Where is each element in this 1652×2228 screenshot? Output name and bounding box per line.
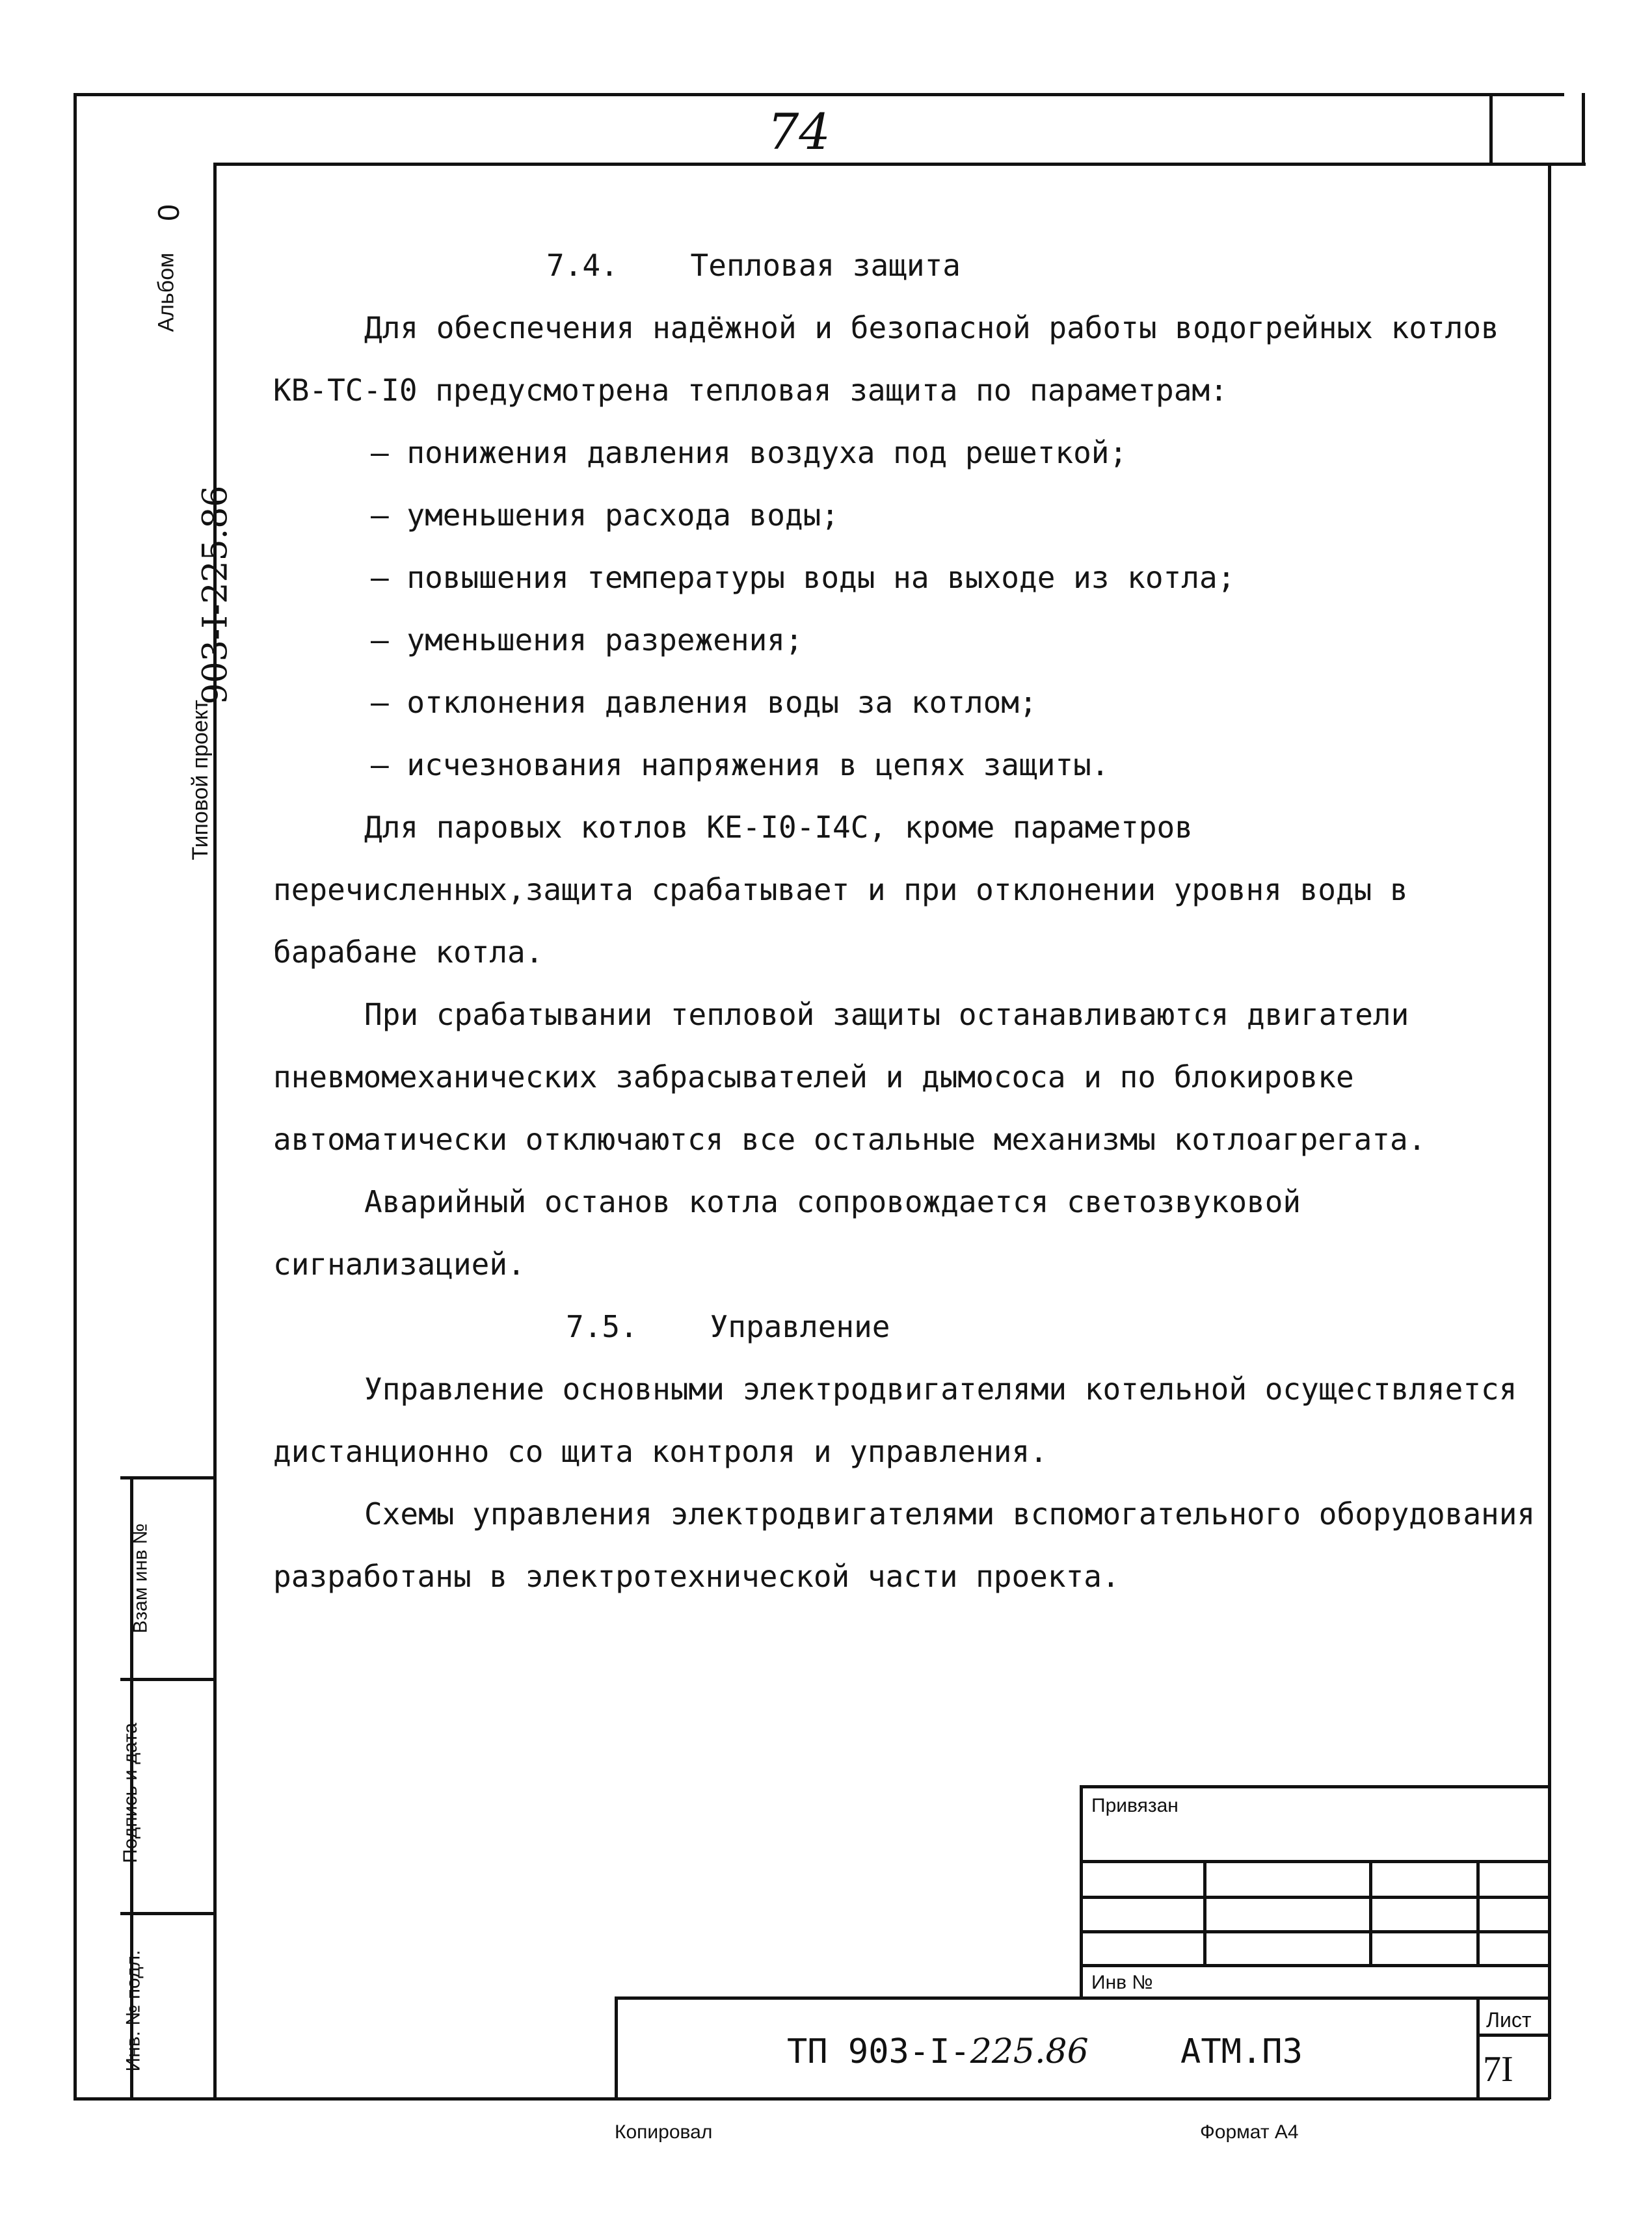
- frame-left-outer: [73, 93, 77, 2099]
- list-item: – исчезнования напряжения в цепях защиты.: [371, 747, 1110, 782]
- format-label: Формат А4: [1200, 2121, 1299, 2143]
- album-label: Альбом: [153, 252, 179, 332]
- frame-top-outer: [75, 93, 1564, 96]
- main-text: [273, 234, 1541, 1608]
- approval-col-2: [1369, 1860, 1372, 1964]
- copied-label: Копировал: [615, 2121, 713, 2143]
- sheet-box-left: [1476, 1996, 1480, 2099]
- sheet-box-divider: [1476, 2034, 1549, 2037]
- frame-top-inner: [213, 163, 1586, 166]
- list-item: – повышения температуры воды на выходе из котла;: [371, 560, 1236, 595]
- stamp-col-line-3: [120, 1912, 215, 1915]
- stamp-inv-orig: Инв. № подл.: [122, 1950, 144, 2072]
- stamp-inv-vzam: Взам инв №: [129, 1523, 152, 1634]
- section-heading: 7.4. Тепловая защита: [546, 248, 961, 283]
- album-number: 0: [151, 204, 185, 221]
- approval-col-3: [1476, 1860, 1480, 1964]
- title-strip-left: [615, 1996, 618, 2099]
- paragraph: Для обеспечения надёжной и безопасной работы водогрейных котлов КВ-ТС-I0 предусмотрена тепловая защита по параметрам:: [273, 310, 1499, 408]
- approval-row-4: [1080, 1964, 1548, 1967]
- stamp-col-line-2: [120, 1678, 215, 1681]
- paragraph: Управление основными электродвигателями котельной осуществляется дистанционно со щита контроля и управления.: [273, 1372, 1517, 1469]
- frame-right: [1548, 163, 1551, 2099]
- approval-col-1: [1203, 1860, 1206, 1964]
- document-code-number: 225.86: [970, 2032, 1089, 2071]
- title-strip-top: [615, 1996, 1548, 2000]
- paragraph: При срабатывании тепловой защиты останавливаются двигатели пневмомеханических забрасывателей и дымососа и по блокировке автоматически отключаются все остальные механизмы котлоагрегата.: [273, 997, 1426, 1157]
- section-heading: 7.5. Управление: [566, 1309, 890, 1344]
- list-item: – понижения давления воздуха под решеткой;: [371, 435, 1128, 470]
- page-number: 74: [767, 103, 831, 161]
- document-code-prefix: ТП 903-I-: [787, 2032, 970, 2071]
- paragraph: Для паровых котлов КЕ-I0-I4С, кроме параметров перечисленных,защита срабатывает и при отклонении уровня воды в барабане котла.: [273, 810, 1408, 970]
- frame-bottom: [73, 2097, 1550, 2101]
- list-item: – уменьшения разрежения;: [371, 622, 803, 657]
- corner-box-right: [1582, 93, 1585, 165]
- paragraph: Схемы управления электродвигателями вспомогательного оборудования разработаны в электротехнической части проекта.: [273, 1496, 1536, 1594]
- sheet-number: 7I: [1483, 2049, 1513, 2089]
- document-suffix: АТМ.ПЗ: [1180, 2032, 1303, 2071]
- approval-box-top: [1080, 1785, 1548, 1788]
- sheet-label: Лист: [1486, 2008, 1532, 2032]
- stamp-sign-date: Подпись и дата: [119, 1723, 141, 1863]
- inv-no-label: Инв №: [1091, 1972, 1153, 1993]
- corner-box-left: [1489, 93, 1493, 165]
- privyazan-label: Привязан: [1091, 1795, 1179, 1816]
- project-number: 903-I-225.86: [196, 485, 235, 705]
- frame-left-inner: [213, 163, 217, 2097]
- project-label: Типовой проект: [187, 700, 213, 860]
- document-code: [787, 2032, 1303, 2071]
- list-item: – отклонения давления воды за котлом;: [371, 685, 1037, 720]
- stamp-col-line-1: [120, 1476, 215, 1479]
- list-item: – уменьшения расхода воды;: [371, 497, 840, 533]
- paragraph: Аварийный останов котла сопровождается светозвуковой сигнализацией.: [273, 1184, 1301, 1282]
